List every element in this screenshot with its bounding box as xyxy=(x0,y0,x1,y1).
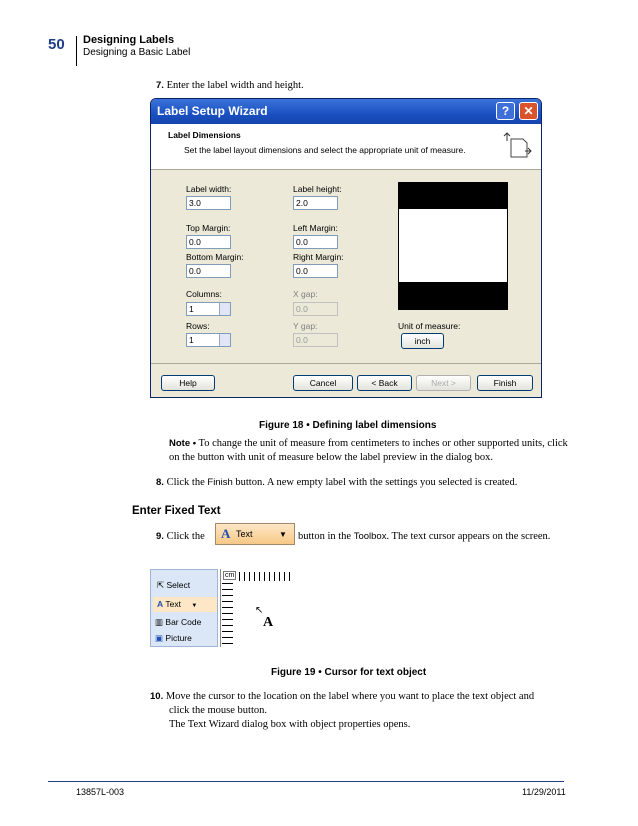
figure-19-caption: Figure 19 • Cursor for text object xyxy=(271,667,427,678)
subheading: Set the label layout dimensions and select the appropriate unit of measure. xyxy=(184,145,466,155)
text-tool-button[interactable] xyxy=(215,523,295,545)
section-heading: Enter Fixed Text xyxy=(132,505,221,517)
label-height-input[interactable]: 2.0 xyxy=(293,196,338,210)
text-cursor-icon: A xyxy=(263,615,274,630)
tool-select[interactable]: ⇱ Select xyxy=(157,580,191,590)
x-gap-label: X gap: xyxy=(293,289,318,299)
rows-spin-icon[interactable] xyxy=(219,334,230,346)
y-gap-label: Y gap: xyxy=(293,321,318,331)
tool-picture[interactable]: ▣ Picture xyxy=(155,633,192,643)
toolbox-panel xyxy=(150,569,218,647)
close-button[interactable]: ✕ xyxy=(519,102,538,120)
header-divider xyxy=(76,36,77,66)
document-id: 13857L-003 xyxy=(76,787,125,797)
figure-18-caption: Figure 18 • Defining label dimensions xyxy=(259,420,437,431)
chapter-title: Designing Labels xyxy=(83,34,175,46)
left-margin-label: Left Margin: xyxy=(293,223,338,233)
top-margin-label: Top Margin: xyxy=(186,223,231,233)
note: Note • To change the unit of measure from centimeters to inches or other supported units, click on the button with unit of measure below the label preview in the dialog box. xyxy=(169,438,568,463)
rows-label: Rows: xyxy=(186,321,210,331)
heading: Label Dimensions xyxy=(168,130,241,140)
label-height-label: Label height: xyxy=(293,184,342,194)
button-divider xyxy=(151,363,542,364)
cursor-arrow-icon: ↖ xyxy=(255,605,264,616)
label-preview xyxy=(398,182,508,310)
back-button[interactable]: < Back xyxy=(357,375,412,391)
unit-label: Unit of measure: xyxy=(398,321,461,331)
ruler-unit: cm xyxy=(225,572,235,579)
y-gap-input: 0.0 xyxy=(293,333,338,347)
top-margin-input[interactable]: 0.0 xyxy=(186,235,231,249)
columns-spin-icon[interactable] xyxy=(219,303,230,315)
label-setup-wizard-dialog xyxy=(150,98,542,398)
pointer-icon: ⇱ xyxy=(157,580,165,590)
page-number: 50 xyxy=(48,36,65,53)
x-gap-input: 0.0 xyxy=(293,302,338,316)
tool-text-arrow-icon: ▼ xyxy=(191,603,198,609)
label-width-input[interactable]: 3.0 xyxy=(186,196,231,210)
tool-text[interactable]: A Text ▼ xyxy=(153,597,217,612)
text-a-icon: A xyxy=(221,526,231,541)
section-subtitle: Designing a Basic Label xyxy=(83,47,191,58)
columns-stepper[interactable]: 1 xyxy=(186,302,231,316)
top-ruler xyxy=(239,572,293,581)
step-9-rest: button in the Toolbox. The text cursor appears on the screen. xyxy=(298,531,551,542)
bottom-margin-label: Bottom Margin: xyxy=(186,252,244,262)
step-10: 10. Move the cursor to the location on the label where you want to place the text object and click the mouse button. The Text Wizard dialog box with object properties opens. xyxy=(150,691,535,730)
cancel-button[interactable]: Cancel xyxy=(293,375,353,391)
step-7: 7. Enter the label width and height. xyxy=(156,80,304,91)
next-button: Next > xyxy=(416,375,471,391)
finish-button[interactable]: Finish xyxy=(477,375,533,391)
label-width-label: Label width: xyxy=(186,184,232,194)
help-title-button[interactable]: ? xyxy=(496,102,515,120)
bottom-margin-input[interactable]: 0.0 xyxy=(186,264,231,278)
text-icon: A xyxy=(157,599,164,609)
side-ruler xyxy=(222,583,233,647)
right-margin-input[interactable]: 0.0 xyxy=(293,264,338,278)
rows-stepper[interactable]: 1 xyxy=(186,333,231,347)
document-date: 11/29/2011 xyxy=(522,787,566,797)
barcode-icon: ▥ xyxy=(155,617,164,627)
picture-icon: ▣ xyxy=(155,633,164,643)
toolbox-screenshot xyxy=(150,569,292,647)
text-tool-label: Text xyxy=(236,529,253,539)
label-dimensions-icon xyxy=(503,129,533,161)
dropdown-arrow-icon: ▼ xyxy=(279,530,287,539)
right-margin-label: Right Margin: xyxy=(293,252,344,262)
wizard-header xyxy=(151,124,542,170)
step-8: 8. Click the Finish button. A new empty label with the settings you selected is created. xyxy=(156,477,518,488)
dialog-titlebar: Label Setup Wizard ? ✕ xyxy=(151,99,541,124)
columns-label: Columns: xyxy=(186,289,222,299)
tool-barcode[interactable]: ▥ Bar Code xyxy=(155,617,202,627)
step-9: 9. Click the xyxy=(156,531,205,542)
help-button[interactable]: Help xyxy=(161,375,215,391)
canvas-area xyxy=(220,569,292,647)
label-preview-area xyxy=(399,209,507,282)
unit-of-measure-button[interactable]: inch xyxy=(401,333,444,349)
left-margin-input[interactable]: 0.0 xyxy=(293,235,338,249)
footer-rule xyxy=(48,781,564,782)
